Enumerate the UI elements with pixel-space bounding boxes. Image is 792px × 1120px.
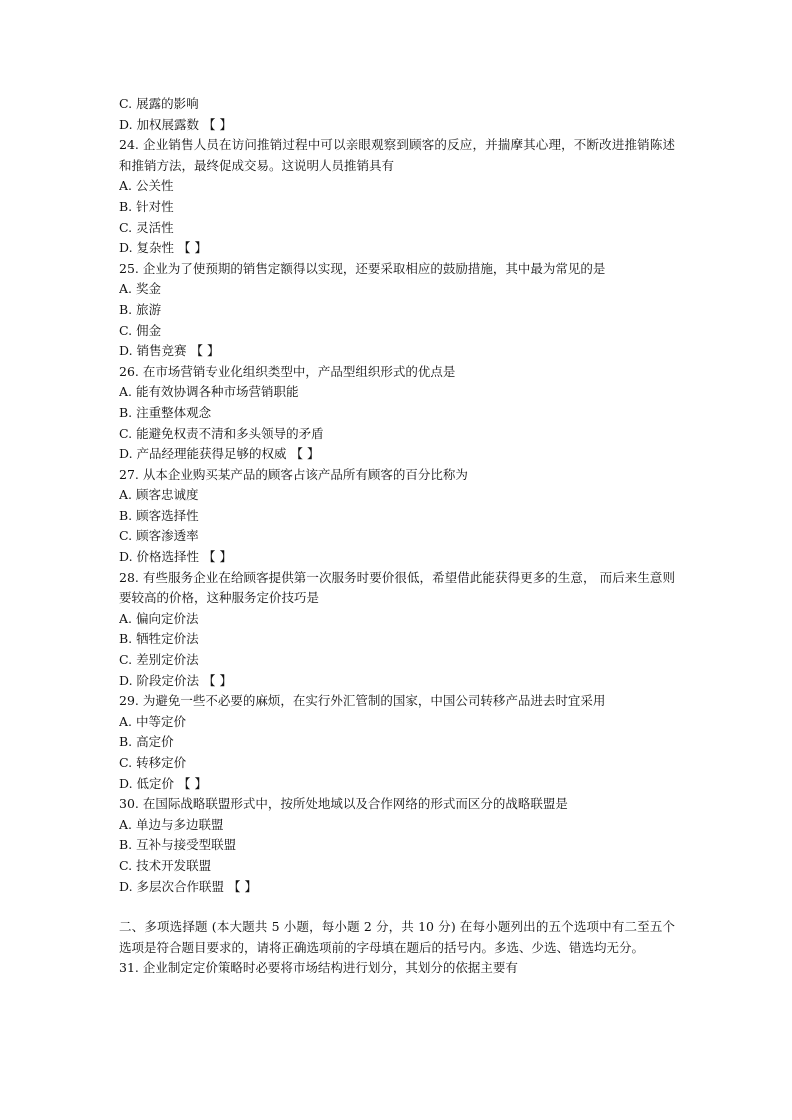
option-d: D. 低定价 【 】: [119, 775, 207, 791]
option-c: C. 技术开发联盟: [119, 857, 212, 873]
option-a: A. 顾客忠诚度: [119, 487, 199, 503]
option-c: C. 差别定价法: [119, 652, 199, 668]
option-b: B. 高定价: [119, 734, 174, 750]
option-c: C. 灵活性: [119, 219, 174, 235]
option-b: B. 顾客选择性: [119, 507, 199, 523]
option-c: C. 展露的影响: [119, 96, 199, 111]
question-stem-25: 25. 企业为了使预期的销售定额得以实现，还要采取相应的鼓励措施，其中最为常见的是: [119, 260, 606, 276]
question-stem-28: 28. 有些服务企业在给顾客提供第一次服务时要价很低，希望借此能获得更多的生意， 而后来生意则要较高的价格，这种服务定价技巧是: [119, 569, 675, 606]
option-d: D. 产品经理能获得足够的权威 【 】: [119, 446, 320, 462]
option-b: B. 注重整体观念: [119, 404, 212, 420]
option-d: D. 复杂性 【 】: [119, 240, 207, 256]
option-c: C. 佣金: [119, 322, 162, 338]
question-stem-26: 26. 在市场营销专业化组织类型中，产品型组织形式的优点是: [119, 363, 456, 379]
option-d: D. 多层次合作联盟 【 】: [119, 878, 257, 894]
question-stem-29: 29. 为避免一些不必要的麻烦，在实行外汇管制的国家，中国公司转移产品进去时宜采用: [119, 693, 606, 709]
question-stem-24: 24. 企业销售人员在访问推销过程中可以亲眼观察到顾客的反应，并揣摩其心理，不断改进推销陈述和推销方法，最终促成交易。这说明人员推销具有: [119, 137, 675, 173]
option-a: A. 奖金: [119, 281, 161, 297]
option-c: C. 能避免权责不清和多头领导的矛盾: [119, 425, 324, 441]
question-stem-27: 27. 从本企业购买某产品的顾客占该产品所有顾客的百分比称为: [119, 466, 468, 482]
option-a: A. 公关性: [119, 178, 174, 194]
option-d: D. 阶段定价法 【 】: [119, 672, 232, 688]
option-d: D. 销售竞赛 【 】: [119, 343, 220, 359]
question-stem-31: 31. 企业制定定价策略时必要将市场结构进行划分，其划分的依据主要有: [119, 960, 518, 976]
option-a: A. 单边与多边联盟: [119, 816, 224, 832]
option-c: C. 转移定价: [119, 755, 187, 770]
option-a: A. 能有效协调各种市场营销职能: [119, 384, 299, 400]
option-d: D. 价格选择性 【 】: [119, 549, 232, 565]
option-a: A. 中等定价: [119, 713, 186, 729]
question-stem-30: 30. 在国际战略联盟形式中，按所处地域以及合作网络的形式而区分的战略联盟是: [119, 796, 568, 812]
option-b: B. 牺牲定价法: [119, 631, 199, 647]
option-b: B. 针对性: [119, 198, 174, 214]
option-b: B. 旅游: [119, 301, 162, 317]
section-heading: 二、多项选择题 (本大题共 5 小题，每小题 2 分，共 10 分) 在每小题列出的五个选项中有二至五个选项是符合题目要求的，请将正确选项前的字母填在题后的括号内。多选、少选、错选均无分。: [119, 919, 675, 955]
section-spacer: [119, 897, 675, 917]
option-d: D. 加权展露数 【 】: [119, 116, 232, 132]
option-b: B. 互补与接受型联盟: [119, 837, 237, 853]
option-c: C. 顾客渗透率: [119, 528, 199, 544]
page-content: [119, 94, 675, 979]
option-a: A. 偏向定价法: [119, 610, 199, 626]
